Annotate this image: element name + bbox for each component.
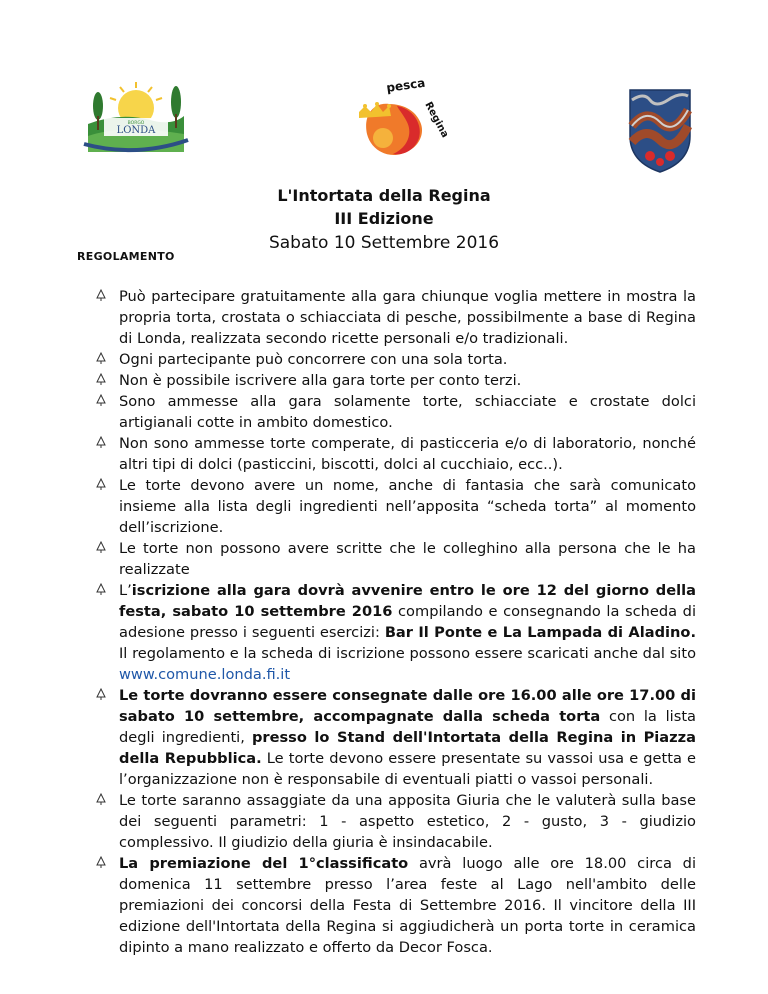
list-item (96, 853, 696, 958)
list-item (96, 349, 696, 370)
rule-text: Non sono ammesse torte comperate, di pasticceria e/o di laboratorio, nonché altri tipi di dolci (pasticcini, biscotti, dolci al cucchiaio, ecc..). (119, 435, 696, 473)
rule-text: Il regolamento e la scheda di iscrizione possono essere scaricati anche dal sito (119, 645, 696, 662)
website-link[interactable]: www.comune.londa.fi.it (119, 666, 291, 683)
event-date: Sabato 10 Settembre 2016 (268, 233, 500, 253)
rules-list (96, 286, 696, 958)
section-label: REGOLAMENTO (77, 250, 175, 263)
rule-text: Ogni partecipante può concorrere con una sola torta. (119, 351, 508, 368)
rule-text-bold: Bar Il Ponte e La Lampada di Aladino. (384, 624, 696, 641)
list-item (96, 391, 696, 433)
pine-tree-icon (96, 584, 106, 595)
rule-text-bold: iscrizione alla gara dovrà avvenire entro le ore 12 del giorno della festa, sabato 10 settembre 2016 (119, 582, 696, 620)
pine-tree-icon (96, 395, 106, 406)
rule-text: Le torte non possono avere scritte che le colleghino alla persona che le ha realizzate (119, 540, 696, 578)
list-item (96, 475, 696, 538)
rule-text: Le torte devono essere presentate su vassoi usa e getta e l’organizzazione non è responsabile di eventuali piatti o vassoi personali. (119, 750, 696, 788)
pine-tree-icon (96, 542, 106, 553)
edition-label: III Edizione (334, 209, 434, 228)
rule-text: L’ (119, 582, 132, 599)
rule-text: Sono ammesse alla gara solamente torte, schiacciate e crostate dolci artigianali cotte in ambito domestico. (119, 393, 696, 431)
svg-text:LONDA: LONDA (116, 125, 156, 136)
pine-tree-icon (96, 437, 106, 448)
svg-text:Regina: Regina (422, 100, 451, 140)
pesca-regina-logo (345, 75, 451, 164)
svg-text:pesca: pesca (385, 75, 427, 95)
rule-text-bold: Le torte dovranno essere consegnate dalle ore 16.00 alle ore 17.00 di sabato 10 settembre, accompagnate dalla scheda torta (119, 687, 696, 725)
list-item (96, 685, 696, 790)
rule-text: Le torte devono avere un nome, anche di fantasia che sarà comunicato insieme alla lista degli ingredienti nell’apposita “scheda torta” al momento dell’iscrizione. (119, 477, 696, 536)
rule-text: compilando e consegnando la scheda di adesione presso i seguenti esercizi: (119, 603, 696, 641)
pine-tree-icon (96, 353, 106, 364)
list-item (96, 538, 696, 580)
rule-text: avrà luogo alle ore 18.00 circa di domenica 11 settembre presso l’area feste al Lago nell'ambito delle premiazioni dei concorsi della Festa di Settembre 2016. Il vincitore della III edizione dell'Intortata della Regina si aggiudicherà un porta torte in ceramica dipinto a mano realizzato e offerto da Decor Fosca. (119, 855, 697, 956)
pine-tree-icon (96, 689, 106, 700)
rule-text: Non è possibile iscrivere alla gara torte per conto terzi. (119, 372, 522, 389)
rule-text: Può partecipare gratuitamente alla gara chiunque voglia mettere in mostra la propria torta, crostata o schiacciata di pesche, possibilmente a base di Regina di Londa, realizzata secondo ricette personali e/o tradizionali. (119, 288, 696, 347)
svg-text:BORGO: BORGO (127, 121, 145, 126)
page-title: L'Intortata della Regina (277, 186, 491, 205)
pine-tree-icon (96, 290, 106, 301)
rule-text-bold: La premiazione del 1°classificato (119, 855, 409, 872)
coat-of-arms-icon (620, 86, 700, 174)
list-item (96, 370, 696, 391)
pine-tree-icon (96, 374, 106, 385)
londa-logo (80, 78, 192, 162)
list-item (96, 790, 696, 853)
rule-text-bold: presso lo Stand dell'Intortata della Regina in Piazza della Repubblica. (119, 729, 696, 767)
pine-tree-icon (96, 479, 106, 490)
list-item (96, 580, 696, 685)
list-item (96, 433, 696, 475)
rule-text: Le torte saranno assaggiate da una apposita Giuria che le valuterà sulla base dei seguenti parametri: 1 - aspetto estetico, 2 - gusto, 3 - giudizio complessivo. Il giudizio della giuria è insindacabile. (119, 792, 696, 851)
pine-tree-icon (96, 857, 106, 868)
pine-tree-icon (96, 794, 106, 805)
header (0, 184, 768, 256)
rule-text: con la lista degli ingredienti, (119, 708, 696, 746)
list-item (96, 286, 696, 349)
